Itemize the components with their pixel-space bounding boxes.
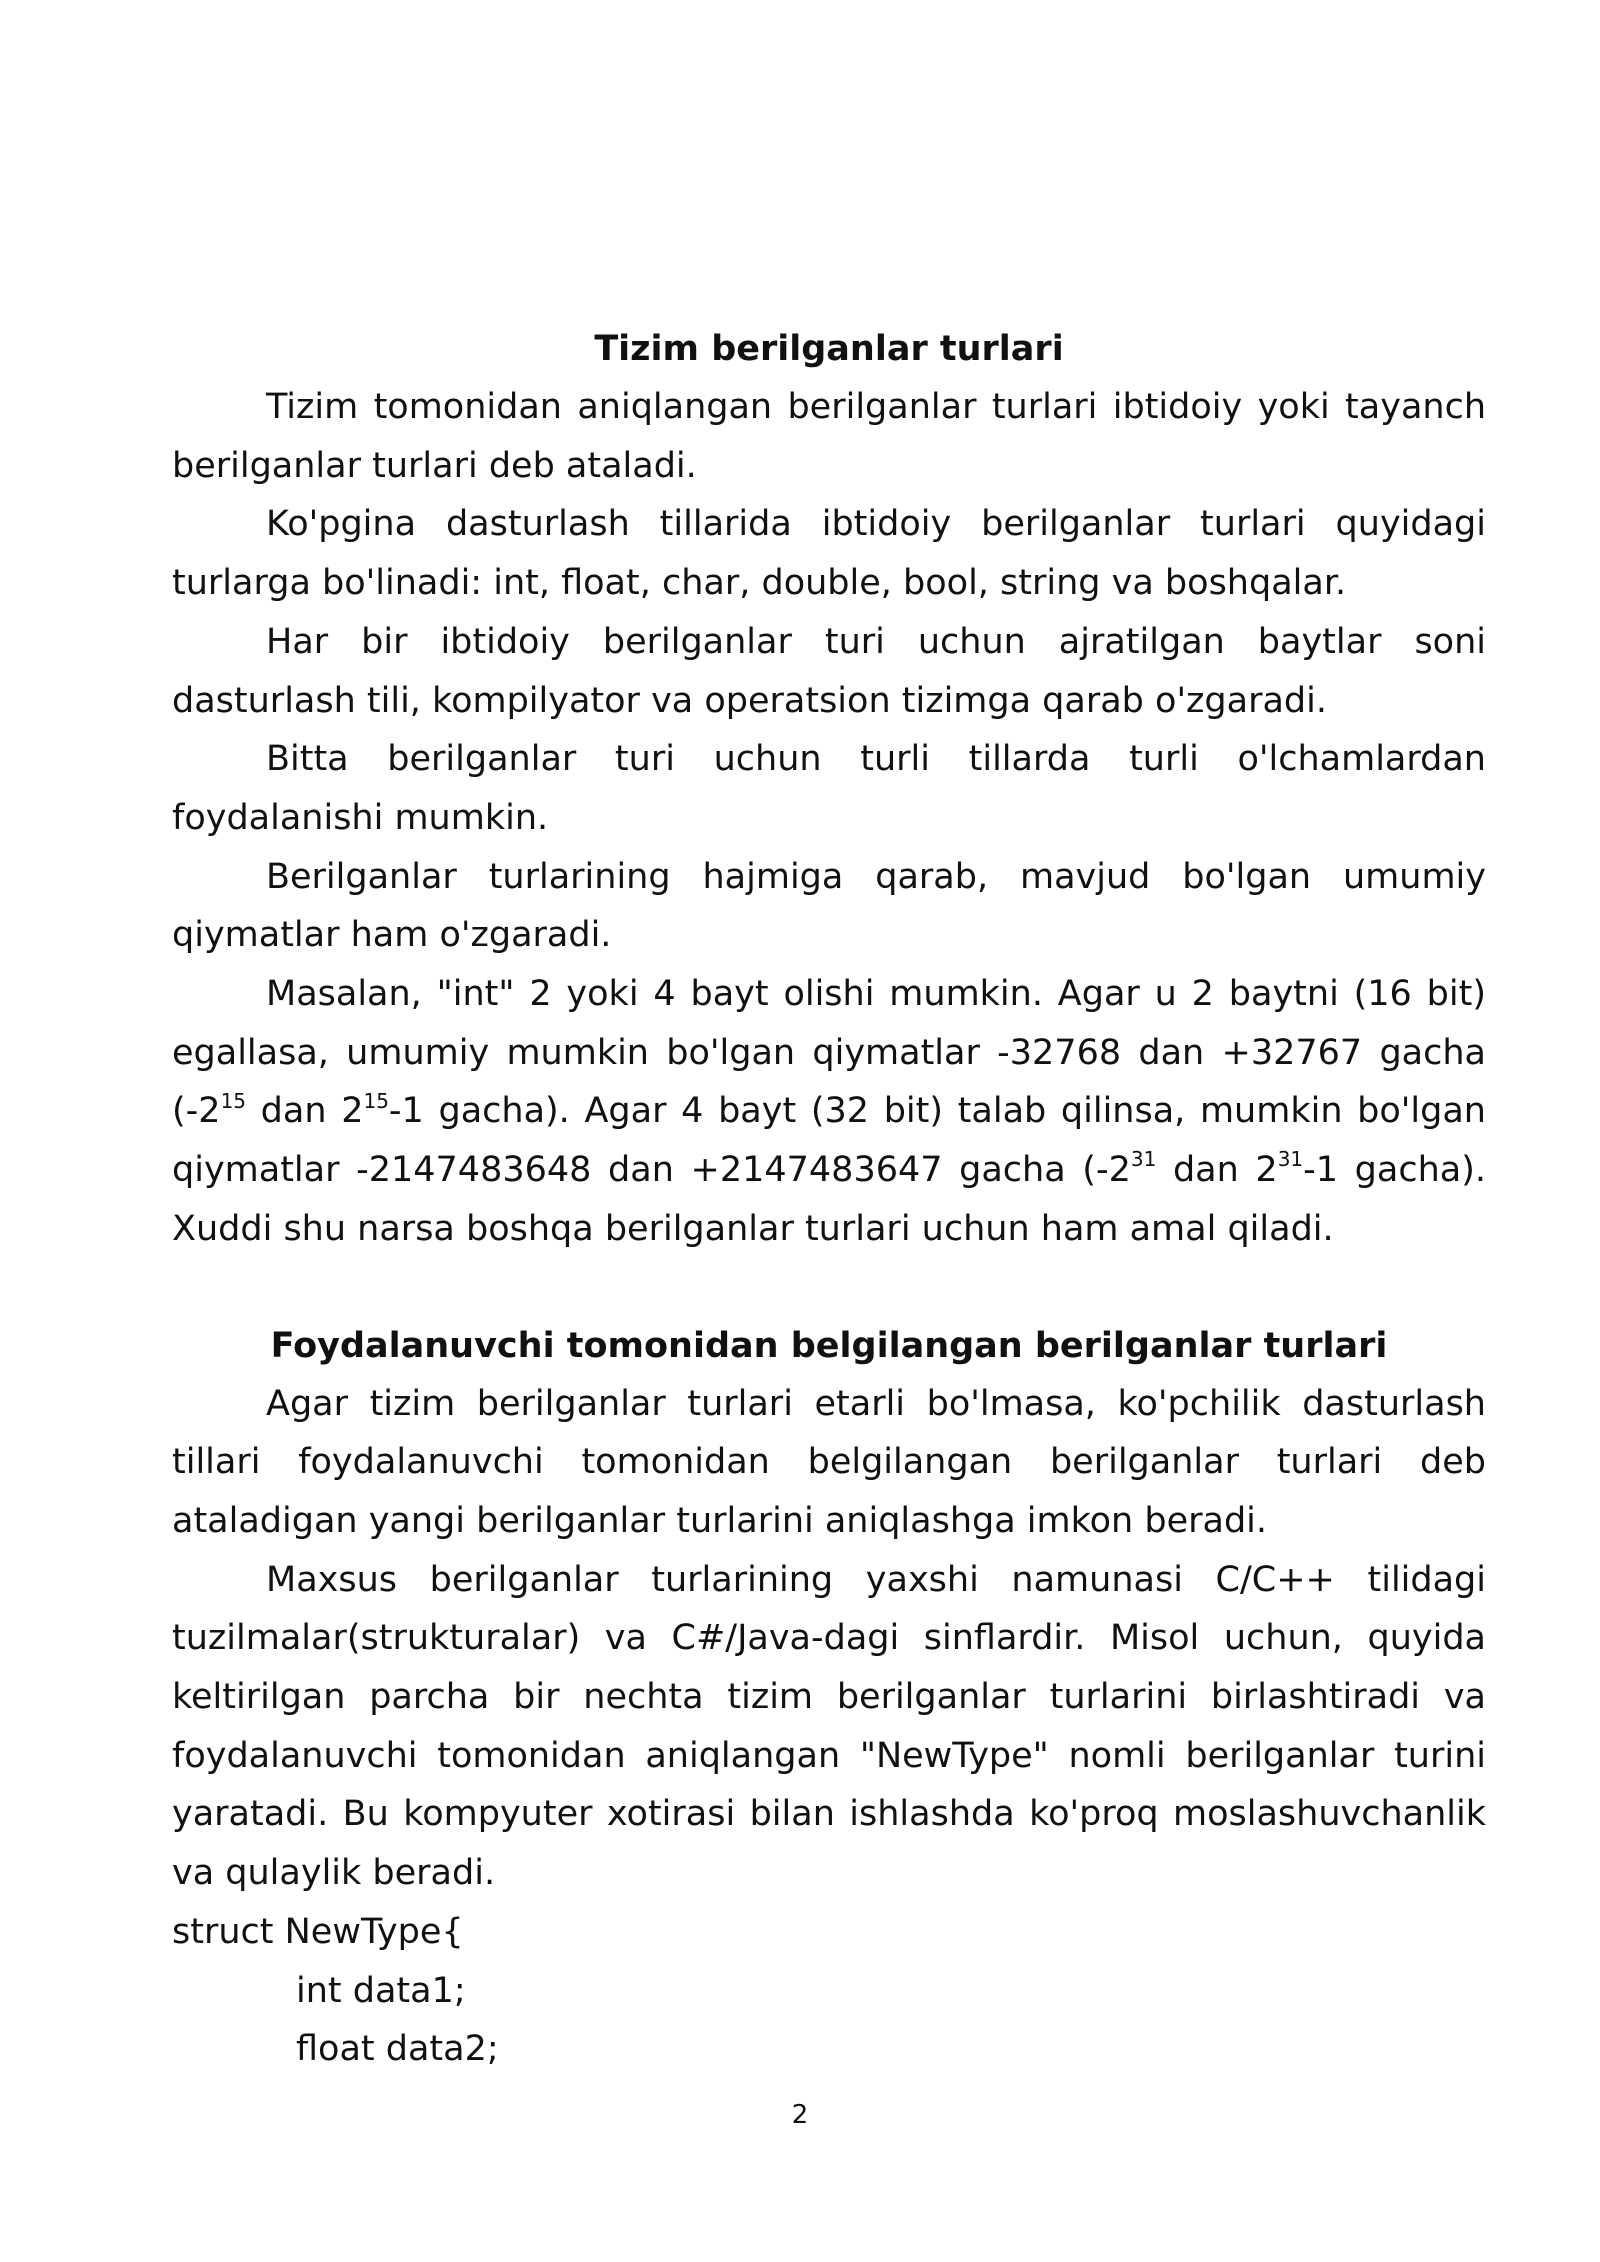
code-int-field-line: int data1; <box>296 1970 466 2011</box>
paragraph-value-range: Berilganlar turlarining hajmiga qarab, mavjud bo'lgan umumiy qiymatlar ham o'zgaradi. <box>172 856 1486 956</box>
code-struct-line: struct NewType{ <box>172 1911 464 1952</box>
paragraph-struct-example: Maxsus berilganlar turlarining yaxshi namunasi C/C++ tilidagi tuzilmalar(strukturalar) va C#/Java-dagi sinflardir. Misol uchun, quyida keltirilgan parcha bir nechta tizim berilganlar turlarini birlashtiradi va foydalanuvchi tomonidan aniqlangan "NewType" nomli berilganlar turini yaratadi. Bu kompyuter xotirasi bilan ishlashda ko'proq moslashuvchanlik va qulaylik beradi. <box>172 1559 1486 1894</box>
code-float-field-line: float data2; <box>296 2029 499 2070</box>
exponent-1: 15 <box>220 1088 247 1113</box>
exponent-3: 31 <box>1130 1147 1157 1172</box>
paragraph-primitive-definition: Tizim tomonidan aniqlangan berilganlar turlari ibtidoiy yoki tayanch berilganlar turlari deb ataladi. <box>172 387 1486 486</box>
int-example-text-2: dan 2 <box>246 1091 364 1132</box>
paragraph-user-defined-intro: Agar tizim berilganlar turlari etarli bo'lmasa, ko'pchilik dasturlash tillari foydalanuvchi tomonidan belgilangan berilganlar turlari deb ataladigan yangi berilganlar turlarini aniqlashga imkon beradi. <box>172 1383 1486 1541</box>
int-example-text-3: -1 gacha). Agar 4 bayt (32 bit) talab qilinsa, mumkin bo'lgan qiymatlar -2147483648 dan +2147483647 gacha (-2 <box>172 1091 1486 1191</box>
exponent-2: 15 <box>363 1088 389 1113</box>
exponent-4: 31 <box>1277 1147 1304 1172</box>
section-title-user-defined-types: Foydalanuvchi tomonidan belgilangan berilganlar turlari <box>270 1325 1388 1366</box>
paragraph-int-example <box>172 965 1486 1259</box>
paragraph-primitive-list: Ko'pgina dasturlash tillarida ibtidoiy berilganlar turlari quyidagi turlarga bo'linadi: int, float, char, double, bool, string va boshqalar. <box>172 504 1486 604</box>
section-title-system-types: Tizim berilganlar turlari <box>594 329 1064 369</box>
int-example-text-1: Masalan, "int" 2 yoki 4 bayt olishi mumkin. Agar u 2 baytni (16 bit) egallasa, umumiy mumkin bo'lgan qiymatlar -32768 dan +32767 gacha (-2 <box>172 974 1486 1132</box>
paragraph-different-sizes: Bitta berilganlar turi uchun turli tillarda turli o'lchamlardan foydalanishi mumkin. <box>172 739 1486 838</box>
document-page <box>172 320 1486 2079</box>
int-example-text-4: dan 2 <box>1156 1150 1278 1191</box>
page-number: 2 <box>791 2100 809 2130</box>
paragraph-byte-size: Har bir ibtidoiy berilganlar turi uchun ajratilgan baytlar soni dasturlash tili, kompilyator va operatsion tizimga qarab o'zgaradi. <box>172 621 1486 721</box>
int-example-text-5: -1 gacha). Xuddi shu narsa boshqa berilganlar turlari uchun ham amal qiladi. <box>172 1150 1486 1249</box>
